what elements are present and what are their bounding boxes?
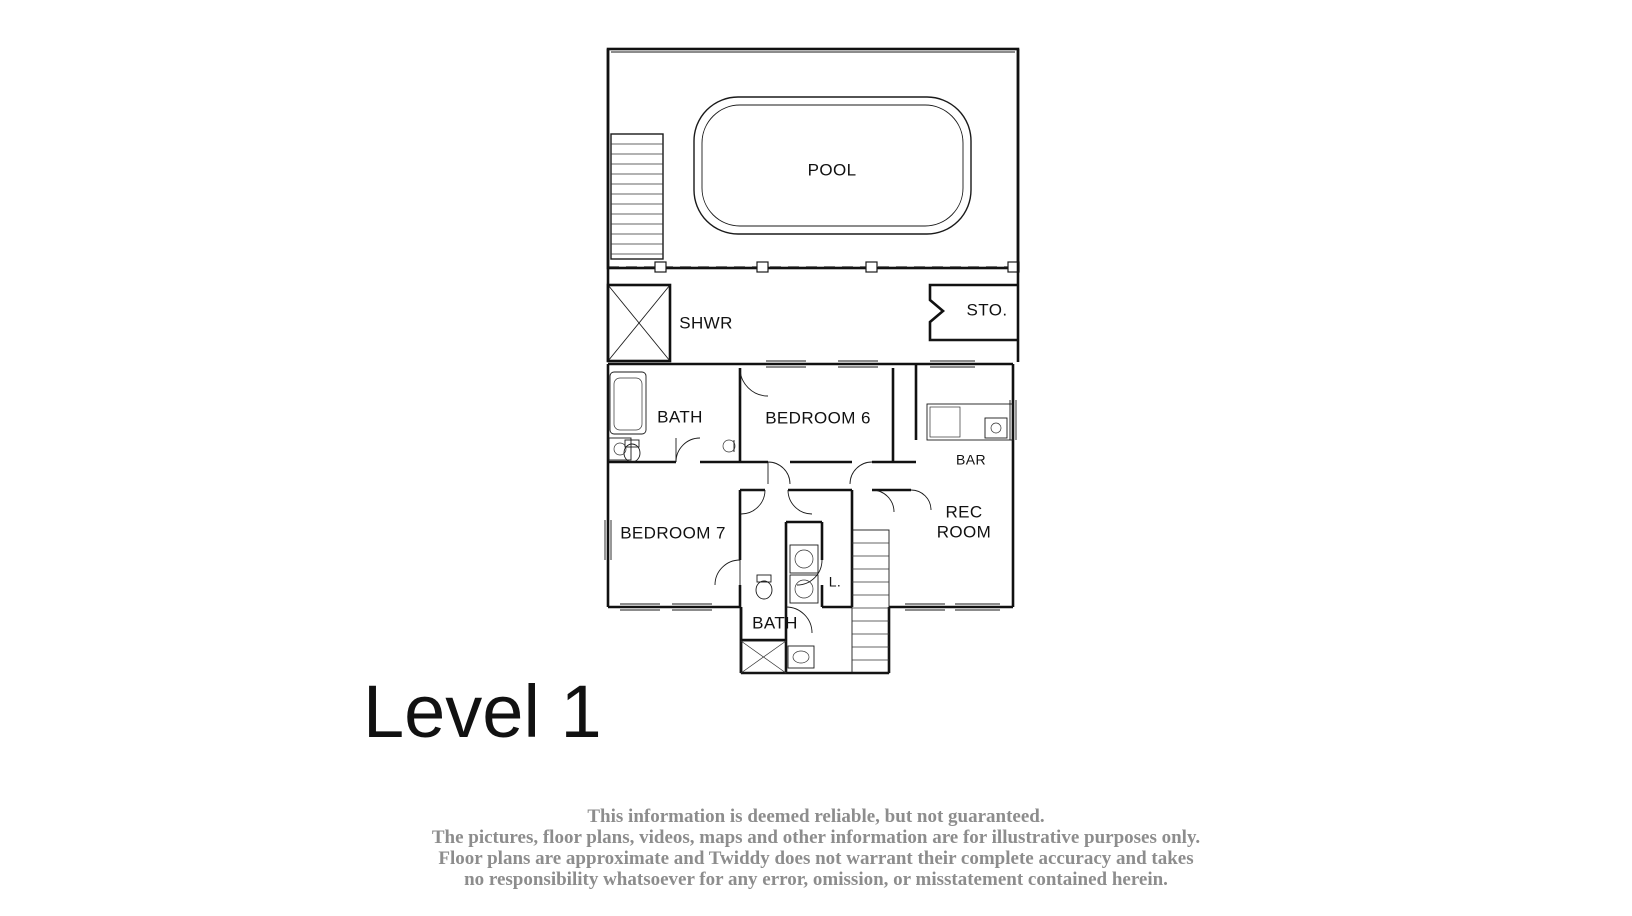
laundry-appliances xyxy=(790,545,818,603)
laundry-label: L. xyxy=(828,573,842,590)
bathtub-fixture xyxy=(610,372,646,434)
disclaimer-line-1: This information is deemed reliable, but not guaranteed. xyxy=(587,806,1045,827)
bar-label: BAR xyxy=(956,451,986,468)
pool-deck-enclosure xyxy=(608,49,1018,268)
interior-stairs xyxy=(852,530,889,673)
toilet-fixture-lower xyxy=(756,575,772,599)
shower-stall-lower xyxy=(741,641,786,673)
rec-room-label-line1: REC xyxy=(945,502,983,522)
pool-label: POOL xyxy=(807,160,857,180)
disclaimer-block xyxy=(0,806,1632,890)
bedroom-7-label: BEDROOM 7 xyxy=(620,523,726,543)
bedroom-6-label: BEDROOM 6 xyxy=(765,408,871,428)
vanity-fixture-upper xyxy=(609,438,631,460)
level-title: Level 1 xyxy=(363,670,602,753)
bath-lower-label: BATH xyxy=(752,613,798,633)
pool-stairs xyxy=(611,134,663,259)
shower-label: SHWR xyxy=(679,313,733,333)
bath-upper-label: BATH xyxy=(657,407,703,427)
disclaimer-line-3: Floor plans are approximate and Twiddy does not warrant their complete accuracy and takes xyxy=(438,848,1194,869)
toilet-fixture-upper xyxy=(624,440,640,462)
disclaimer-line-4: no responsibility whatsoever for any error, omission, or misstatement contained herein. xyxy=(464,869,1168,890)
disclaimer-line-2: The pictures, floor plans, videos, maps and other information are for illustrative purposes only. xyxy=(431,827,1201,848)
outdoor-shower xyxy=(608,285,670,361)
storage-label: STO. xyxy=(966,300,1008,320)
bar-counter xyxy=(927,404,1013,440)
bedroom6-door-detail xyxy=(723,440,735,452)
deck-edge-dashed xyxy=(608,262,1019,272)
vanity-fixture-lower xyxy=(788,646,814,668)
rec-room-label-line2: ROOM xyxy=(936,522,992,542)
